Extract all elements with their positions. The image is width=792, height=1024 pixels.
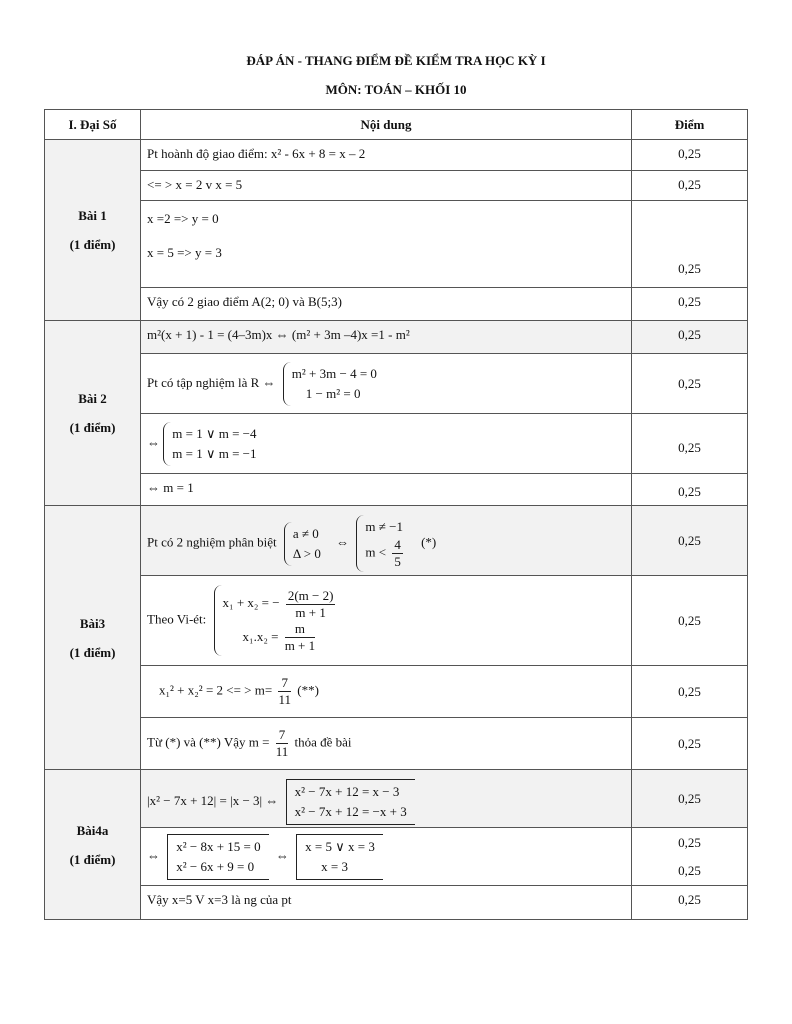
equation-set xyxy=(167,834,268,880)
score-cell: 0,25 xyxy=(632,666,748,718)
section-name: Bài3 xyxy=(79,615,106,631)
fraction-denominator: 11 xyxy=(275,744,289,759)
score-cell: 0,25 xyxy=(632,474,748,506)
equation-line: Δ > 0 xyxy=(292,545,321,561)
content-cell xyxy=(141,718,632,770)
content-cell xyxy=(141,354,632,414)
section-name: Bài4a xyxy=(76,822,109,838)
table-row xyxy=(45,576,748,666)
fraction xyxy=(285,621,315,654)
content-cell xyxy=(141,201,632,288)
equation-line: m = 1 ∨ m = −1 xyxy=(172,445,257,461)
fraction-numerator: 7 xyxy=(276,727,289,744)
equation-line: x = 3 xyxy=(321,858,348,874)
score-cell: 0,25 xyxy=(632,576,748,666)
table-row xyxy=(45,140,748,171)
fraction-denominator: 11 xyxy=(278,692,291,707)
equation-left: x₁ + x₂ = − xyxy=(222,594,280,610)
equation-left: Từ (*) và (**) Vậy m = xyxy=(147,734,270,750)
equation-line: 1 − m² = 0 xyxy=(305,385,361,401)
fraction xyxy=(276,727,289,760)
section-points: (1 điểm) xyxy=(69,237,116,252)
equation-system xyxy=(163,422,264,466)
equation-line: x² − 6x + 9 = 0 xyxy=(176,858,255,874)
equation-tag: (**) xyxy=(297,682,319,698)
fraction xyxy=(286,588,336,621)
equation-set xyxy=(296,834,383,880)
equation-line xyxy=(365,537,405,570)
equation-system xyxy=(284,522,329,566)
table-row xyxy=(45,288,748,321)
content-cell: ⇔ m = 1 xyxy=(141,474,632,506)
score-cell: 0,25 xyxy=(632,718,748,770)
section-bai3 xyxy=(45,506,141,770)
section-name: Bài 2 xyxy=(78,391,107,406)
content-line: x = 5 => y = 3 xyxy=(147,245,222,260)
score-cell: 0,25 xyxy=(632,201,748,288)
equation-line xyxy=(223,621,339,655)
content-cell xyxy=(141,770,632,828)
equation-left: x₁.x₂ = xyxy=(242,628,279,644)
equation-line: x = 5 ∨ x = 3 xyxy=(305,838,375,854)
equation-right: thỏa đề bài xyxy=(294,734,352,750)
score-cell: 0,25 xyxy=(632,414,748,474)
section-bai4a xyxy=(45,770,141,920)
content-cell xyxy=(141,414,632,474)
equation-line: a ≠ 0 xyxy=(292,525,319,541)
score-cell: 0,25 xyxy=(632,288,748,321)
equation-set xyxy=(286,779,415,825)
equivalent-symbol: ⇔ xyxy=(275,847,289,863)
content-label: Pt có 2 nghiệm phân biệt xyxy=(147,534,277,550)
table-row xyxy=(45,474,748,506)
content-cell: Vậy x=5 V x=3 là ng của pt xyxy=(141,886,632,920)
content-cell: Vậy có 2 giao điểm A(2; 0) và B(5;3) xyxy=(141,288,632,321)
equation-left: x₁² + x₂² = 2 <= > m= xyxy=(159,682,273,698)
fraction-denominator: 5 xyxy=(394,554,401,569)
table-row xyxy=(45,828,748,886)
col-header-score: Điểm xyxy=(632,110,748,140)
score-cell xyxy=(632,828,748,886)
answer-table xyxy=(44,109,748,920)
table-row xyxy=(45,201,748,288)
section-points: (1 điểm) xyxy=(69,851,116,867)
equation-system xyxy=(356,515,413,572)
section-bai2 xyxy=(45,321,141,506)
equation-line xyxy=(223,587,339,621)
fraction-numerator: 7 xyxy=(278,675,291,692)
equation-line: m² + 3m − 4 = 0 xyxy=(291,365,377,381)
equation-system xyxy=(214,585,347,656)
equivalent-symbol: ⇔ xyxy=(147,434,160,450)
content-cell: m²(x + 1) - 1 = (4–3m)x ⇔ (m² + 3m –4)x =1 - m² xyxy=(141,321,632,354)
fraction-denominator: m + 1 xyxy=(295,604,326,620)
content-line: x =2 => y = 0 xyxy=(147,211,219,226)
fraction-numerator: m xyxy=(285,621,315,638)
fraction xyxy=(392,537,403,570)
table-row xyxy=(45,354,748,414)
score-cell: 0,25 xyxy=(632,321,748,354)
section-name: Bài 1 xyxy=(78,208,107,223)
content-cell xyxy=(141,576,632,666)
table-row xyxy=(45,718,748,770)
content-cell xyxy=(141,506,632,576)
fraction-denominator: m + 1 xyxy=(284,638,316,654)
table-row xyxy=(45,321,748,354)
score-value: 0,25 xyxy=(678,834,701,850)
content-cell xyxy=(141,666,632,718)
table-row xyxy=(45,506,748,576)
col-header-content: Nội dung xyxy=(141,110,632,140)
content-label: Pt có tập nghiệm là R ⇔ xyxy=(147,374,276,390)
table-row xyxy=(45,886,748,920)
table-row xyxy=(45,171,748,201)
equation-tag: (*) xyxy=(421,534,437,550)
section-bai1 xyxy=(45,140,141,321)
score-cell: 0,25 xyxy=(632,171,748,201)
table-row xyxy=(45,414,748,474)
equation-line: m ≠ −1 xyxy=(365,519,403,534)
table-row xyxy=(45,666,748,718)
content-cell: <= > x = 2 v x = 5 xyxy=(141,171,632,201)
equation-line: x² − 7x + 12 = x − 3 xyxy=(294,783,400,799)
score-cell: 0,25 xyxy=(632,354,748,414)
fraction xyxy=(278,675,291,708)
inequality-left: m < xyxy=(365,544,387,560)
equation-system xyxy=(283,362,385,406)
equivalent-symbol: ⇔ xyxy=(147,847,160,863)
document-title: ĐÁP ÁN - THANG ĐIỂM ĐỀ KIỂM TRA HỌC KỲ I xyxy=(246,53,546,68)
fraction-numerator: 2(m − 2) xyxy=(287,587,334,603)
score-cell: 0,25 xyxy=(632,140,748,171)
fraction-numerator: 4 xyxy=(394,537,401,552)
equation-left: |x² − 7x + 12| = |x − 3| ⇔ xyxy=(147,792,279,808)
content-cell xyxy=(141,828,632,886)
score-cell: 0,25 xyxy=(632,886,748,920)
content-cell: Pt hoành độ giao điểm: x² - 6x + 8 = x – 2 xyxy=(141,140,632,171)
section-points: (1 điểm) xyxy=(69,644,116,660)
section-points: (1 điểm) xyxy=(69,420,116,435)
col-header-section: I. Đại Số xyxy=(45,110,141,140)
equation-line: m = 1 ∨ m = −4 xyxy=(172,425,257,441)
document-subtitle: MÔN: TOÁN – KHỐI 10 xyxy=(325,82,467,97)
score-cell: 0,25 xyxy=(632,506,748,576)
table-header-row xyxy=(45,110,748,140)
table-row xyxy=(45,770,748,828)
equation-line: x² − 8x + 15 = 0 xyxy=(176,838,261,854)
equation-line: x² − 7x + 12 = −x + 3 xyxy=(294,803,407,819)
equivalent-symbol: ⇔ xyxy=(336,534,350,550)
score-value: 0,25 xyxy=(678,862,701,878)
content-label: Theo Vi-ét: xyxy=(147,611,207,627)
score-cell: 0,25 xyxy=(632,770,748,828)
